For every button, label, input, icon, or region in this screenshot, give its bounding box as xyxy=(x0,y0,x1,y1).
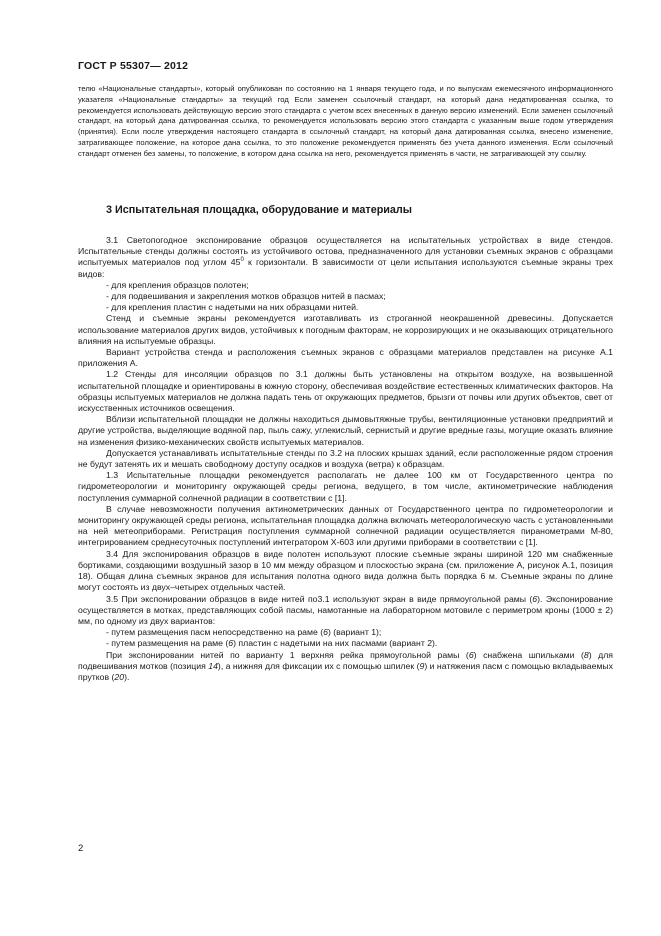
list-item: - для крепления образцов полотен; xyxy=(106,279,249,290)
paragraph-nearby: Вблизи испытательной площадки не должны находиться дымовытяжные трубы, вентиляционные установки предприятий и другие устройства, выделяющие водяной пар, пыль сажу, углекислый, сернистый и другие вредные газы, могущие оказать влияние на изменения физико-механических свойств испытуемых материалов. xyxy=(78,414,613,447)
paragraph-1-2: 1.2 Стенды для инсоляции образцов по 3.1 должны быть установлены на открытом воздухе, на возвышенной испытательной площадке и ориентированы в южную сторону, обеспечивая воздействие естественных климатических факторов. На образцы испытуемых материалов не должна падать тень от окружающих предметов, брызги от почвы или других объектов, свет от искусственных источников освещения. xyxy=(78,369,613,414)
paragraph-references: телю «Национальные стандарты», который опубликован по состоянию на 1 января текущего года, и по выпускам ежемесячного информационного указателя «Национальные стандарты» за текущий год Если заменен ссылочный стандарт, на который дана недатированная ссылка, то рекомендуется использовать действующую версию этого стандарта с учетом всех внесенных в данную версию изменений. Если заменен ссылочный стандарт, на который дана датированная ссылка, то рекомендуется использовать версию этого стандарта с указанным выше годом утверждения (принятия). Если после утверждения настоящего стандарта в ссылочный стандарт, на который дана датированная ссылка, внесено изменение, затрагивающее положение, на которое дана ссылка, то это положение рекомендуется применять без учета данного изменения. Если ссылочный стандарт отменен без замены, то положение, в котором дана ссылка на него, рекомендуется применять в части, не затрагивающей эту ссылку. xyxy=(78,84,613,158)
section-body xyxy=(78,235,613,683)
paragraph-variant: Вариант устройства стенда и расположения съемных экранов с образцами материалов представлен на рисунке А.1 приложения А. xyxy=(78,347,613,369)
list-item: - путем размещения пасм непосредственно на раме (6) (вариант 1); xyxy=(106,627,382,638)
paragraph-case: В случае невозможности получения актинометрических данных от Государственного центра по гидрометеорологии и мониторингу окружающей среды региона, испытательная площадка должна включать метеорологическую часть с установленными на ней метеоприборами. Регистрация поступления суммарной солнечной радиации осуществляется пиранометрами М-80, интегрированием среднесуточных поступлений интегратором Х-603 или другими приборами в соответствии с [1]. xyxy=(78,503,613,548)
paragraph-3-1: 3.1 Светопогодное экспонирование образцов осуществляется на испытательных устройствах в виде стендов. Испытательные стенды должны состоять из устойчивого остова, предназначенного для установки съемных экранов с образцами испытуемых материалов под углом $45^0$ к горизонтали. В зависимости от цели испытания используются съемные экраны трех видов: xyxy=(78,235,613,279)
paragraph-stand: Стенд и съемные экраны рекомендуется изготавливать из строганной неокрашенной древесины. Допускается использование материалов других видов, устойчивых к погодным факторам, не коррозирующих и не оказывающих отрицательного влияния на испытуемые образцы. xyxy=(78,313,613,346)
list-item: - для крепления пластин с надетыми на них образцами нитей. xyxy=(106,302,359,313)
page-number: 2 xyxy=(78,843,84,854)
paragraph-3-4: 3.4 Для экспонирования образцов в виде полотен используют плоские съемные экраны шириной 120 мм снабженные бортиками, создающими воздушный зазор в 10 мм между образцом и плоскостью экрана (см. приложение А, рисунок А.1, позиция 18). Общая длина съемных экранов для испытания полотна одного вида должна быть порядка 6 м. Съемные экраны по длине могут состоять из двух–четырех отдельных частей. xyxy=(78,548,613,593)
paragraph-variant-1: При экспонировании нитей по варианту 1 верхняя рейка прямоугольной рамы (6) снабжена шпильками (8) для подвешивания мотков (позиция 14), а нижняя для фиксации их с помощью шпилек (9) и натяжения пасм с помощью вкладываемых прутков (20). xyxy=(78,649,614,682)
list-item: - для подвешивания и закрепления мотков образцов нитей в пасмах; xyxy=(106,291,386,302)
top-paragraph-block xyxy=(78,84,613,160)
section-heading: 3 Испытательная площадка, оборудование и материалы xyxy=(106,204,413,216)
paragraph-3-5: 3.5 При экспонировании образцов в виде нитей по3.1 используют экран в виде прямоугольной рамы (6). Экспонирование осуществляется в мотках, представляющих собой пасмы, намотанные на лабораторном мотовиле с периметром кроны (1000 ± 2) мм, по одному из двух вариантов: xyxy=(78,593,613,626)
paragraph-1-3: 1.3 Испытательные площадки рекомендуется располагать не далее 100 км от Государственного центра по гидрометеорологии и мониторингу окружающей среды региона, ведущего, в том числе, актинометрические наблюдения поступления суммарной солнечной радиации в соответствии с [1]. xyxy=(78,470,613,503)
document-code-header: ГОСТ Р 55307— 2012 xyxy=(78,60,189,72)
list-item: - путем размещения на раме (6) пластин с надетыми на них пасмами (вариант 2). xyxy=(106,638,438,649)
paragraph-roof: Допускается устанавливать испытательные стенды по 3.2 на плоских крышах зданий, если расположенные рядом строения не будут затенять их и мешать свободному доступу осадков и воздуха (ветра) к образцам. xyxy=(78,447,613,470)
